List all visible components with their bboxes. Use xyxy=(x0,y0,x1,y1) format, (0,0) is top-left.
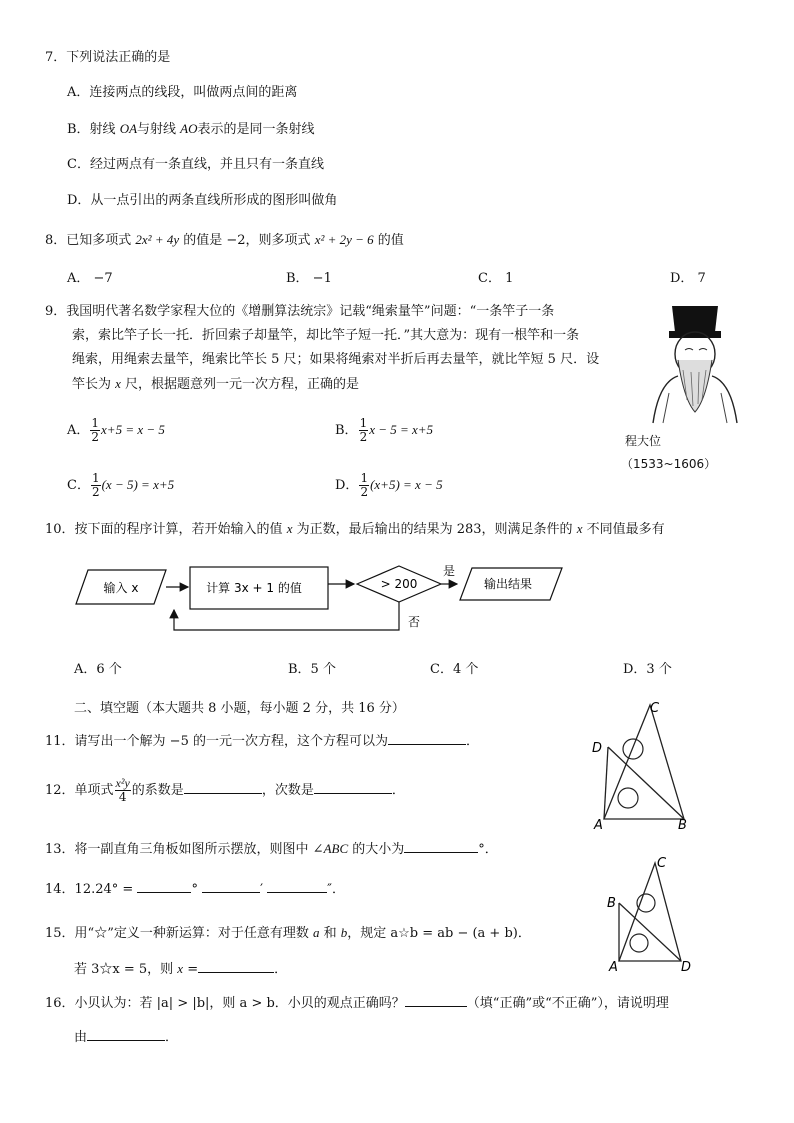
answer-blank[interactable] xyxy=(388,730,466,745)
triangle-hole xyxy=(618,788,638,808)
q9-option-b: B． $\frac{1}{2}$ x − 5 = x+5 xyxy=(335,416,434,444)
q10-option-d: D．3 个 xyxy=(623,662,672,677)
q10-option-b: B．5 个 xyxy=(288,662,336,677)
vertex-label: D xyxy=(592,741,603,756)
answer-blank[interactable] xyxy=(314,779,392,794)
triangle-figure-2 xyxy=(605,853,705,973)
q8-option-a: A． −7 xyxy=(67,271,113,286)
section-heading: 二、填空题（本大题共 8 小题，每小题 2 分，共 16 分） xyxy=(74,701,405,716)
q11: 11．请写出一个解为 −5 的一元一次方程，这个方程可以为 ． xyxy=(45,730,479,751)
vertex-label: A xyxy=(594,818,603,833)
answer-blank[interactable] xyxy=(184,779,262,794)
q15-line-1: 15．用“☆”定义一种新运算：对于任意有理数 a 和 b，规定 a☆b = ab − (a + b)． xyxy=(45,925,531,941)
flow-compute-label: 计算 3x + 1 的值 xyxy=(206,581,302,595)
q7-option-a: A．连接两点的线段，叫做两点间的距离 xyxy=(67,85,298,100)
flow-no-label: 否 xyxy=(408,615,421,629)
triangle-hole xyxy=(630,934,648,952)
flow-loop-arrow xyxy=(174,602,399,630)
q7-option-c: C．经过两点有一条直线，并且只有一条直线 xyxy=(67,157,324,172)
triangle-hole xyxy=(623,739,643,759)
answer-blank[interactable] xyxy=(202,878,260,893)
vertex-label: B xyxy=(678,818,687,833)
q7-stem: 7．下列说法正确的是 xyxy=(45,50,171,65)
q9-line-3: 绳索，用绳索去量竿，绳索比竿长 5 尺；如果将绳索对半折后再去量竿，就比竿短 5 尺．设 xyxy=(72,352,600,367)
q16-line-2: 由 ． xyxy=(74,1026,178,1047)
q10-option-c: C．4 个 xyxy=(430,662,479,677)
flow-output-label: 输出结果 xyxy=(483,577,533,591)
q8-option-d: D． 7 xyxy=(670,271,706,286)
q9-line-4: 竿长为 x 尺，根据题意列一元一次方程，正确的是 xyxy=(72,376,360,392)
q8-stem: 8．已知多项式 2x² + 4y 的值是 −2，则多项式 x² + 2y − 6 的值 xyxy=(45,232,404,248)
fraction: $\frac{1}{2}$ xyxy=(91,471,100,499)
flow-yes-label: 是 xyxy=(442,564,456,578)
q8-option-b: B． −1 xyxy=(286,271,332,286)
q9-option-d: D． $\frac{1}{2}$ (x+5) = x − 5 xyxy=(335,471,443,499)
q8-option-c: C． 1 xyxy=(478,271,514,286)
answer-blank[interactable] xyxy=(137,878,191,893)
vertex-label: C xyxy=(650,701,660,716)
vertex-label: D xyxy=(681,960,692,973)
q13: 13．将一副直角三角板如图所示摆放，则图中 ∠ABC 的大小为 °． xyxy=(45,838,498,859)
vertex-label: A xyxy=(609,960,618,973)
q15-line-2: 若 3☆x = 5，则 x = ． xyxy=(74,958,287,979)
triangle-outer xyxy=(604,705,684,819)
answer-blank[interactable] xyxy=(405,992,467,1007)
portrait-illustration xyxy=(645,298,750,428)
flow-condition-label: > 200 xyxy=(380,577,418,591)
triangle-figure-1 xyxy=(590,695,705,835)
flowchart xyxy=(74,560,574,636)
q7-option-d: D．从一点引出的两条直线所形成的图形叫做角 xyxy=(67,193,338,208)
q16-line-1: 16．小贝认为：若 |a| > |b|，则 a > b．小贝的观点正确吗？ （填“正确”或“不正确”），请说明理 xyxy=(45,992,669,1013)
answer-blank[interactable] xyxy=(87,1026,165,1041)
q10-option-a: A．6 个 xyxy=(74,662,122,677)
portrait-years: （1533~1606） xyxy=(621,457,717,471)
flow-input-label: 输入 x xyxy=(103,581,139,595)
answer-blank[interactable] xyxy=(198,958,274,973)
q14: 14．12.24° = ° ′ ″． xyxy=(45,878,345,899)
fraction: $\frac{1}{2}$ xyxy=(91,416,100,444)
q9-option-a: A． $\frac{1}{2}$ x+5 = x − 5 xyxy=(67,416,165,444)
q9-option-c: C． $\frac{1}{2}$ (x − 5) = x+5 xyxy=(67,471,175,499)
fraction: $\frac{\text{x²y}}{4}$ xyxy=(115,776,130,804)
q10-stem: 10．按下面的程序计算，若开始输入的值 x 为正数，最后输出的结果为 283，则满足条件的 x 不同值最多有 xyxy=(45,521,665,537)
answer-blank[interactable] xyxy=(267,878,327,893)
q9-line-2: 索，索比竿子长一托．折回索子却量竿，却比竿子短一托．”其大意为：现有一根竿和一条 xyxy=(72,328,580,343)
portrait-name: 程大位 xyxy=(625,434,662,448)
answer-blank[interactable] xyxy=(404,838,478,853)
vertex-label: C xyxy=(657,856,667,871)
q12: 12．单项式 $\frac{\text{x²y}}{4}$ 的系数是 ，次数是 ． xyxy=(45,776,405,804)
q9-line-1: 9．我国明代著名数学家程大位的《增删算法统宗》记载“绳索量竿”问题：“一条竿子一条 xyxy=(45,304,555,319)
fraction: $\frac{1}{2}$ xyxy=(359,416,368,444)
q7-option-b: B．射线 OA与射线 AO表示的是同一条射线 xyxy=(67,121,315,137)
vertex-label: B xyxy=(607,896,616,911)
fraction: $\frac{1}{2}$ xyxy=(360,471,369,499)
